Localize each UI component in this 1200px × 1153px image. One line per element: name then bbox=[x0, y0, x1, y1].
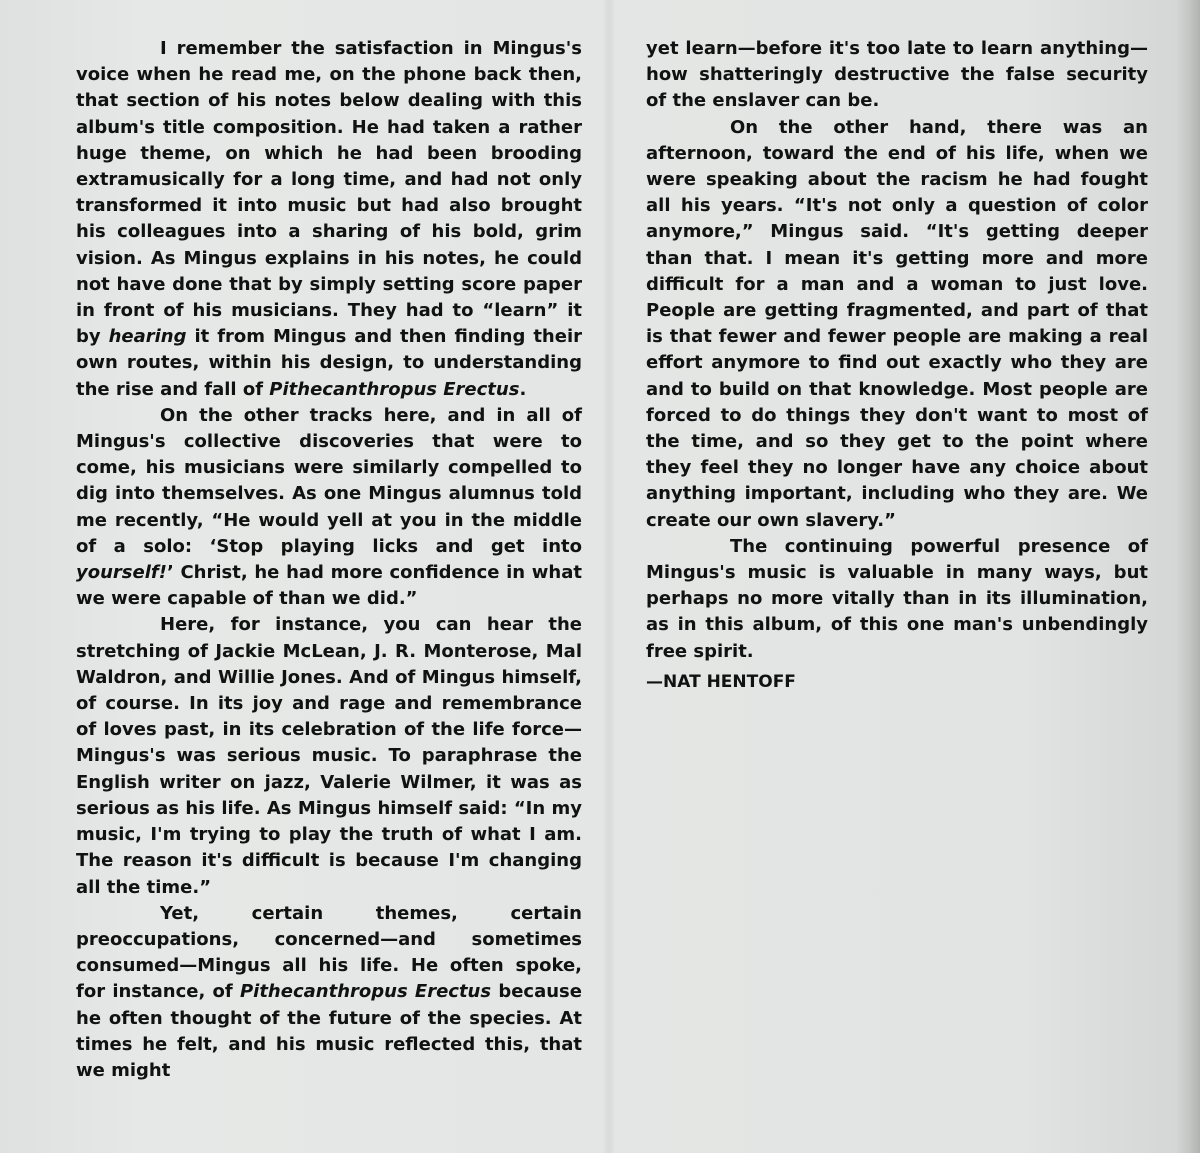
paragraph: On the other hand, there was an afternoon, toward the end of his life, when we were speaking about the racism he had fought all his years. “It's not only a question of color anymore,” Mingus said. “It's getting deeper than that. I mean it's getting more and more difficult for a man and a woman to just love. People are getting fragmented, and part of that is that fewer and fewer people are making a real effort anymore to find out exactly who they are and to build on that knowledge. Most people are forced to do things they don't want to most of the time, and so they get to the point where they feel they no longer have any choice about anything important, including who they are. We create our own slavery.” bbox=[646, 116, 1148, 531]
right-column bbox=[646, 36, 1148, 695]
text-run: . bbox=[519, 378, 527, 400]
text-run: I remember the satisfaction in Mingus's voice when he read me, on the phone back then, that section of his notes below dealing with this album's title composition. He had taken a rather huge theme, on which he had been brooding extramusically for a long time, and had not only transformed it into music but had also brought his colleagues into a sharing of his bold, grim vision. As Mingus explains in his notes, he could not have done that by simply setting score paper in front of his musicians. They had to “learn” it by bbox=[76, 38, 582, 348]
paragraph bbox=[76, 901, 582, 1084]
author-signature: —NAT HENTOFF bbox=[646, 671, 796, 692]
album-title: Pithecanthropus Erectus bbox=[269, 378, 520, 400]
text-run: because he often thought of the future of the species. At times he felt, and his music reflected this, that we might bbox=[76, 981, 582, 1081]
italic-text: hearing bbox=[108, 326, 187, 348]
text-run: On the other tracks here, and in all of Mingus's collective discoveries that were to come, his musicians were similarly compelled to dig into themselves. As one Mingus alumnus told me recently, “He would yell at you in the middle of a solo: ‘Stop playing licks and get into bbox=[76, 404, 582, 557]
paragraph: Here, for instance, you can hear the stretching of Jackie McLean, J. R. Monterose, Mal Waldron, and Willie Jones. And of Mingus himself, of course. In its joy and rage and remembrance of loves past, in its celebration of the life force—Mingus's was serious music. To paraphrase the English writer on jazz, Valerie Wilmer, it was as serious as his life. As Mingus himself said: “In my music, I'm trying to play the truth of what I am. The reason it's difficult is because I'm changing all the time.” bbox=[76, 614, 582, 898]
paragraph: The continuing powerful presence of Mingus's music is valuable in many ways, but perhaps no more vitally than in its illumination, as in this album, of this one man's unbendingly free spirit. bbox=[646, 535, 1148, 662]
page-fold bbox=[602, 0, 616, 1153]
left-column bbox=[76, 36, 582, 1084]
paragraph bbox=[76, 36, 582, 403]
paragraph-continued: yet learn—before it's too late to learn anything—how shatteringly destructive the false security of the enslaver can be. bbox=[646, 38, 1148, 112]
text-run: ’ Christ, he had more confidence in what we were capable of than we did.” bbox=[76, 562, 582, 610]
text-run: it from Mingus and then finding their own routes, within his design, to understanding the rise and fall of bbox=[76, 326, 582, 400]
italic-text: yourself! bbox=[76, 562, 167, 584]
text-run: Yet, certain themes, certain preoccupations, concerned—and sometimes consumed—Mingus all his life. He often spoke, for instance, of bbox=[76, 902, 582, 1003]
page-edge-shadow bbox=[1176, 0, 1200, 1153]
album-title: Pithecanthropus Erectus bbox=[239, 981, 492, 1003]
paragraph bbox=[76, 403, 582, 613]
